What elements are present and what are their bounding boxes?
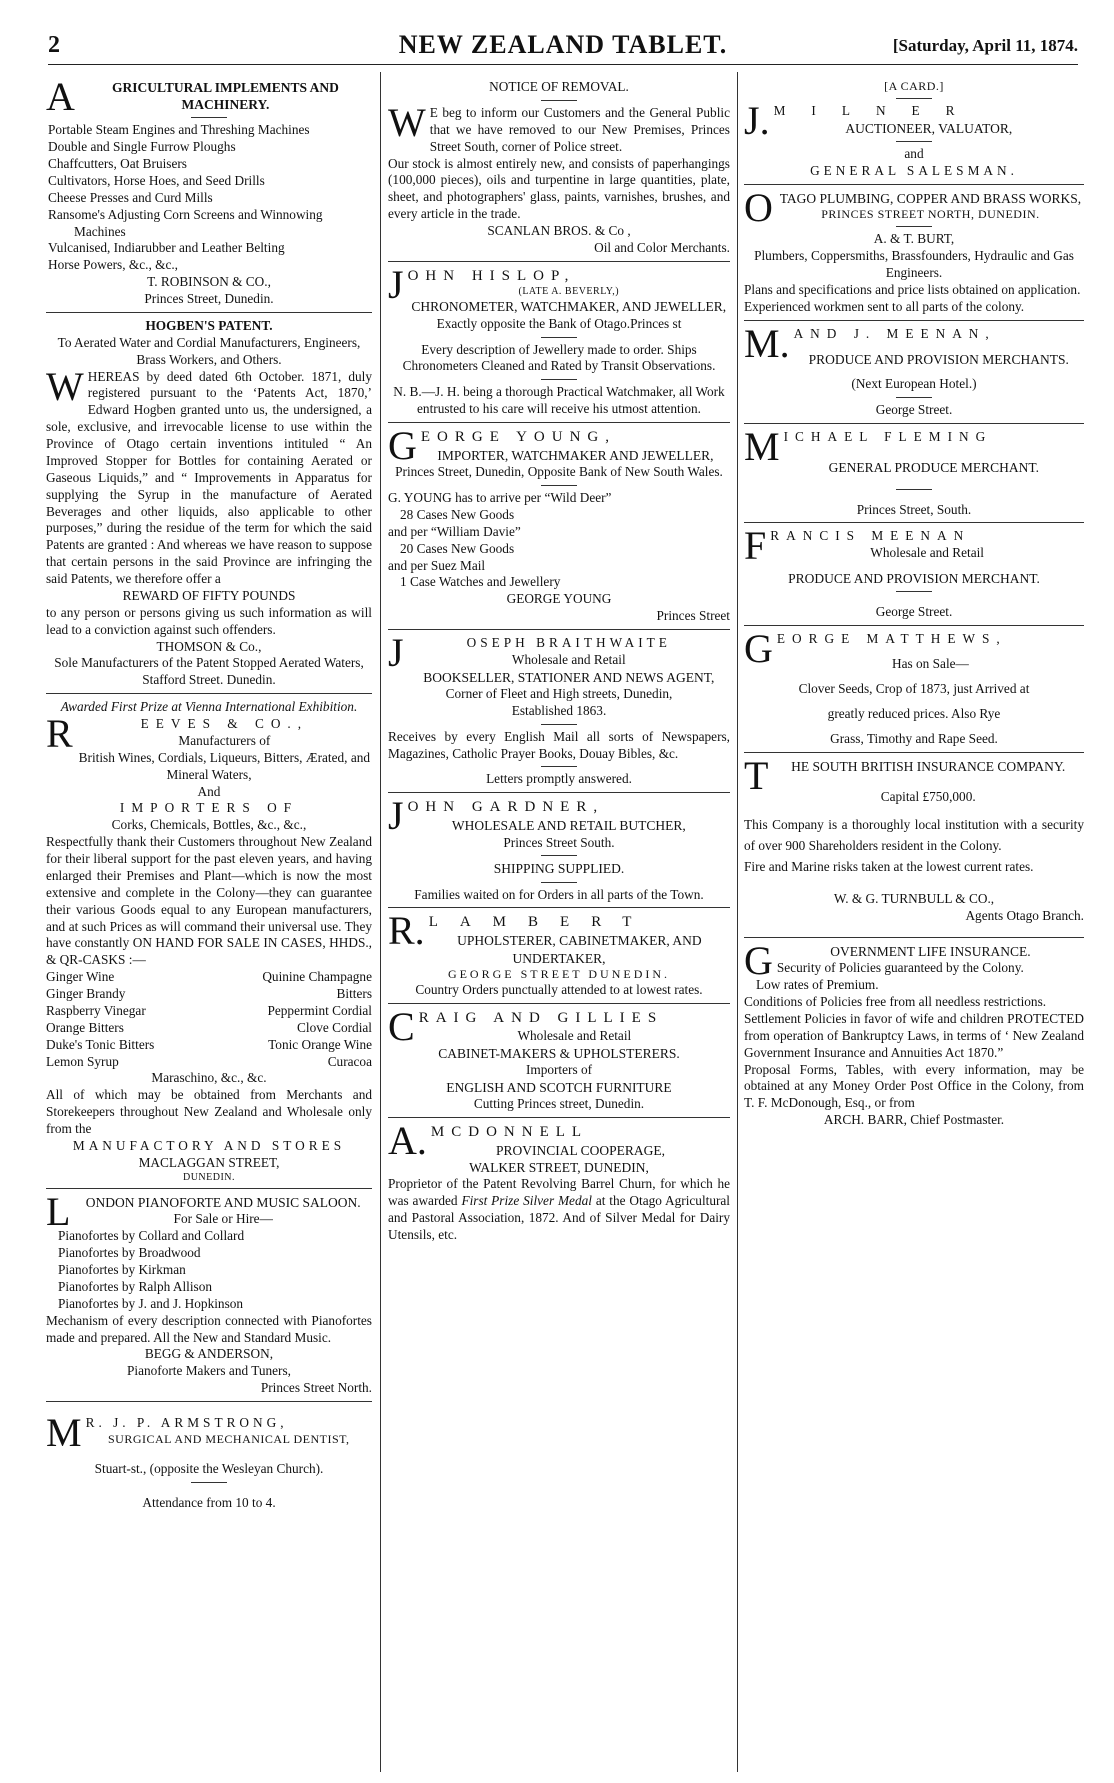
list-item: Pianofortes by J. and J. Hopkinson xyxy=(58,1295,244,1311)
list-item: Pianofortes by Ralph Allison xyxy=(58,1278,213,1294)
header-rule xyxy=(48,64,1078,65)
gardner-ad: JOHN GARDNER, WHOLESALE AND RETAIL BUTCHER, Princes Street South. SHIPPING SUPPLIED. Families waited on for Orders in all parts of the Town. xyxy=(388,795,730,908)
firm-name: W. & G. TURNBULL & CO., xyxy=(833,891,995,907)
ad-title: HOGBEN'S PATENT. xyxy=(145,317,273,333)
otago-plumbing-ad: OTAGO PLUMBING, COPPER AND BRASS WORKS, PRINCES STREET NORTH, DUNEDIN. A. & T. BURT, Plumbers, Coppersmiths, Brassfounders, Hydraulic and Gas Engineers. Plans and specifications and price lists obtained on application. Experienced workmen sent to all parts of the colony. xyxy=(744,187,1084,321)
braithwaite-ad: J OSEPH BRAITHWAITE Wholesale and Retail BOOKSELLER, STATIONER AND NEWS AGENT, Corner of Fleet and High streets, Dunedin, Established 1863. Receives by every English Mail all sorts of Newspapers, Magazines, Catholic Prayer Books, Douay Bibles, &c. Letters promptly answered. xyxy=(388,632,730,793)
reeves-ad: Awarded First Prize at Vienna International Exhibition. R EEVES & CO., Manufacturers of British Wines, Cordials, Liqueurs, Bitters, Ærated, and Mineral Waters, And IMPORTERS OF Corks, Chemicals, Bottles, &c., &c., Respectfully thank their Customers throughout New Zealand for their liberal support for the past eleven years, and having enlarged their Premises and Plant—which is now the most extensive and complete in the Colony—they can guarantee their various Goods equal to any European manufacturers, and at such Prices as will command their universal use. They have constantly ON HAND FOR SALE IN CASES, HHDS., & QR-CASKS :— Ginger Wine Quinine Champagne Ginger Brandy Bitters Raspberry Vinegar Peppermint Cordial Orange Bitters Clove Cordial Duke's Tonic Bitters Tonic Orange Wine Lemon Syrup Curacoa Maraschino, &c., &c. All of which may be obtained from Merchants and Storekeepers throughout New Zealand and Wholesale only from the MANUFACTORY AND STORES MACLAGGAN STREET, DUNEDIN. xyxy=(46,696,372,1189)
newspaper-title: NEW ZEALAND TABLET. xyxy=(398,30,728,59)
hogben-patent-ad: HOGBEN'S PATENT. To Aerated Water and Cordial Manufacturers, Engineers, Brass Workers, and Others. WHEREAS by deed dated 6th October. 1871, duly registered pursuant to the ‘Patents Act, 1870,’ Edward Hogben granted unto us, the undersigned, a sole, exclusive, and irrevocable license to use within the Province of Otago certain inventions intituled “ An Improved Stopper for Bottles for containing Aerated or Gaseous Liquids,” and “ Improvements in Apparatus for supplying the Syrup in the manufacture of Aerated Beverages and other liquids, also applicable to other purposes,” during the residue of the term for which the said Patents are granted : And whereas we have reason to suppose that certain persons in the said Province are infringing the said Patents, we therefore offer a REWARD OF FIFTY POUNDS to any person or persons giving us such information as will lead to a conviction against such offenders. THOMSON & Co., Sole Manufacturers of the Patent Stopped Aerated Waters, Stafford Street. Dunedin. xyxy=(46,315,372,694)
meenan-ad: M. AND J. MEENAN, PRODUCE AND PROVISION MERCHANTS. (Next European Hotel.) George Street. xyxy=(744,323,1084,424)
list-item: Vulcanised, Indiarubber and Leather Belting xyxy=(48,240,285,256)
column-2 xyxy=(388,76,730,1766)
george-young-ad: GEORGE YOUNG, IMPORTER, WATCHMAKER AND JEWELLER, Princes Street, Dunedin, Opposite Bank of New South Wales. G. YOUNG has to arrive per “Wild Deer” 28 Cases New Goods and per “William Davie” 20 Cases New Goods and per Suez Mail 1 Case Watches and Jewellery GEORGE YOUNG Princes Street xyxy=(388,425,730,630)
fleming-ad: MICHAEL FLEMING GENERAL PRODUCE MERCHANT. Princes Street, South. xyxy=(744,426,1084,524)
piano-saloon-ad: L ONDON PIANOFORTE AND MUSIC SALOON. For Sale or Hire— Pianofortes by Collard and Collard Pianofortes by Broadwood Pianofortes by Kirkman Pianofortes by Ralph Allison Pianofortes by J. and J. Hopkinson Mechanism of every description connected with Pianofortes made and prepared. All the New and Standard Music. BEGG & ANDERSON, Pianoforte Makers and Tuners, Princes Street North. xyxy=(46,1191,372,1402)
firm-name: T. ROBINSON & CO., xyxy=(147,274,271,290)
table-row: Orange Bitters Clove Cordial xyxy=(46,1019,372,1035)
list-item: Pianofortes by Broadwood xyxy=(58,1245,201,1261)
lambert-ad: R. LAMBERT UPHOLSTERER, CABINETMAKER, AND UNDERTAKER, GEORGE STREET DUNEDIN. Country Orders punctually attended to at lowest rates. xyxy=(388,910,730,1003)
francis-meenan-ad: FRANCIS MEENAN Wholesale and Retail PRODUCE AND PROVISION MERCHANT. George Street. xyxy=(744,525,1084,626)
firm-name: BEGG & ANDERSON, xyxy=(144,1346,274,1362)
column-1 xyxy=(46,76,372,1766)
table-row: Ginger Wine Quinine Champagne xyxy=(46,969,372,985)
table-row: Lemon Syrup Curacoa xyxy=(46,1053,372,1069)
list-item: Chaffcutters, Oat Bruisers xyxy=(48,156,187,172)
signature: ARCH. BARR, Chief Postmaster. xyxy=(823,1112,1005,1128)
government-life-insurance-ad: G OVERNMENT LIFE INSURANCE. Security of Policies guaranteed by the Colony. Low rates of Premium. Conditions of Policies free from all needless restrictions. Settlement Policies in favor of wife and children PROTECTED from operation of Bankruptcy Laws, in terms of ‘ New Zealand Government Insurance and Annuities Act 1870.” Proposal Forms, Tables, with every information, may be obtained at any Money Order Post Office in the Colony, from T. F. McDonough, Esq., or from ARCH. BARR, Chief Postmaster. xyxy=(744,940,1084,1128)
table-row: Raspberry Vinegar Peppermint Cordial xyxy=(46,1002,372,1018)
matthews-ad: GEORGE MATTHEWS, Has on Sale— Clover Seeds, Crop of 1873, just Arrived at greatly reduced prices. Also Rye Grass, Timothy and Rape Seed. xyxy=(744,628,1084,752)
page-number: 2 xyxy=(48,32,60,58)
table-row: Duke's Tonic Bitters Tonic Orange Wine xyxy=(46,1036,372,1052)
list-item: Cheese Presses and Curd Mills xyxy=(48,189,213,205)
list-item: Horse Powers, &c., &c., xyxy=(48,257,178,273)
milner-ad: [A CARD.] J. MILNER AUCTIONEER, VALUATOR, and GENERAL SALESMAN. xyxy=(744,76,1084,185)
issue-date: [Saturday, April 11, 1874. xyxy=(892,36,1078,55)
list-item: Pianofortes by Kirkman xyxy=(58,1262,186,1278)
mcdonnell-ad: A. MCDONNELL PROVINCIAL COOPERAGE, WALKER STREET, DUNEDIN, Proprietor of the Patent Revolving Barrel Churn, for which he was awarded First Prize Silver Medal at the Otago Agricultural and Pastoral Association, 1872. And of Silver Medal for Dairy Utensils, etc. xyxy=(388,1119,730,1242)
firm-name: THOMSON & Co., xyxy=(156,638,262,654)
firm-name: GEORGE YOUNG xyxy=(506,591,612,607)
agricultural-ad: A GRICULTURAL IMPLEMENTS AND MACHINERY. Portable Steam Engines and Threshing Machines Double and Single Furrow Ploughs Chaffcutters, Oat Bruisers Cultivators, Horse Hoes, and Seed Drills Cheese Presses and Curd Mills Ransome's Adjusting Corn Screens and Winnowing Machines Vulcanised, Indiarubber and Leather Belting Horse Powers, &c., &c., T. ROBINSON & CO., Princes Street, Dunedin. xyxy=(46,76,372,313)
hislop-ad: JOHN HISLOP, (LATE A. BEVERLY,) CHRONOMETER, WATCHMAKER, AND JEWELLER, Exactly opposite the Bank of Otago.Princes st Every description of Jewellery made to order. Ships Chronometers Cleaned and Rated by Transit Observations. N. B.—J. H. being a thorough Practical Watchmaker, all Work entrusted to his care will receive his utmost attention. xyxy=(388,264,730,423)
column-divider xyxy=(737,72,738,1772)
list-item: Portable Steam Engines and Threshing Machines xyxy=(48,122,310,138)
list-item: Ransome's Adjusting Corn Screens and Winnowing Machines xyxy=(48,206,323,239)
armstrong-ad: M R. J. P. ARMSTRONG, SURGICAL AND MECHANICAL DENTIST, Stuart-st., (opposite the Wesleyan Church). Attendance from 10 to 4. xyxy=(46,1410,350,1511)
south-british-insurance-ad: T HE SOUTH BRITISH INSURANCE COMPANY. Capital £750,000. This Company is a thoroughly local institution with a security of over 900 Shareholders resident in the Colony. Fire and Marine risks taken at the lowest current rates. W. & G. TURNBULL & CO., Agents Otago Branch. xyxy=(744,755,1084,939)
craig-gillies-ad: CRAIG AND GILLIES Wholesale and Retail CABINET-MAKERS & UPHOLSTERERS. Importers of ENGLISH AND SCOTCH FURNITURE Cutting Princes street, Dunedin. xyxy=(388,1006,730,1118)
firm-name: A. & T. BURT, xyxy=(873,231,955,247)
list-item: Double and Single Furrow Ploughs xyxy=(48,139,236,155)
table-row: Ginger Brandy Bitters xyxy=(46,986,372,1002)
ad-title: NOTICE OF REMOVAL. xyxy=(489,79,629,94)
list-item: Cultivators, Horse Hoes, and Seed Drills xyxy=(48,172,265,188)
firm-name: SCANLAN BROS. & Co , xyxy=(487,223,631,238)
removal-notice-ad: NOTICE OF REMOVAL. W E beg to inform our Customers and the General Public that we have removed to our New Premises, Princes Street South, corner of Police street. Our stock is almost entirely new, and consists of paperhangings (100,000 pieces), oils and turpentine in large quantities, plate, sheet, and photographers' glass, paints, varnishes, brushes, and every article in the trade. SCANLAN BROS. & Co , Oil and Color Merchants. xyxy=(388,76,730,262)
column-3 xyxy=(744,76,1084,1766)
masthead xyxy=(48,30,1078,62)
column-divider xyxy=(380,72,381,1772)
list-item: Pianofortes by Collard and Collard xyxy=(58,1228,245,1244)
